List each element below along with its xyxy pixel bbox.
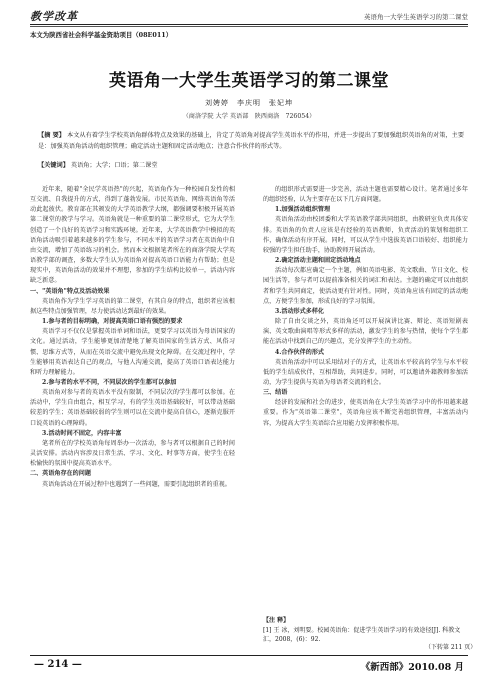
continued-note: （下转第 211 页） <box>425 644 477 651</box>
author-list: 刘娉婷 李庆明 张妃坤 <box>205 99 293 107</box>
body-paragraph: 英语角作为学生学习英语的第二课堂，有其自身的特点，组织者应该根据这些特点加强管理，尽力使活动达到最好的效果。 <box>30 297 235 315</box>
body-paragraph: 的组织形式需要进一步完善，活动主题也需要精心设计。笔者通过多年的组织经验，认为主要存在以下几方面问题。 <box>263 186 468 204</box>
section-heading: 三、结语 <box>263 389 288 397</box>
body-paragraph: 英语角对参与者的英语水平没有限制，不同层次的学生都可以参加。在活动中，学生自由组合，相互学习，有的学生英语基础较好，可以带动基础较差的学生；英语基础较弱的学生则可以在交流中提高自信心，逐渐克服开口说英语的心理障碍。 <box>30 389 235 427</box>
abstract-label: 【摘 要】 <box>38 132 65 139</box>
abstract <box>38 130 464 152</box>
subsection-heading: 2.参与者的水平不同，不同层次的学生都可以参加 <box>42 378 177 386</box>
subsection-heading: 3.活动形式多样化 <box>275 307 325 315</box>
body-paragraph: 英语角活动在开展过程中也遇到了一些问题，需要引起组织者的重视。 <box>42 480 231 488</box>
body-paragraph: 英语角活动由校团委和大学英语教学部共同组织，由教研室负责具体安排。英语角的负责人应该是有经验的英语教师，负责活动的策划和组织工作，确保活动有序开展。同时，可以从学生中选拔英语口语较好、组织能力较强的学生担任助手，协助教师开展活动。 <box>263 216 468 254</box>
journal-name: 《新西部》2010.08 月 <box>360 662 464 673</box>
funding-note: 本文为陕西省社会科学基金资助项目（08E011） <box>30 31 173 39</box>
body-column-left <box>30 185 235 490</box>
section-heading: 一、"英语角"特点及活动效果 <box>30 287 110 295</box>
body-paragraph: 活动每次都应确定一个主题，例如英语电影、英文歌曲、节日文化、校园生活等，参与者可以提前准备相关的词汇和表达。主题的确定可以由组织者和学生共同商定，使活动更有针对性。同时，英语角应该有固定的活动地点，方便学生参加，形成良好的学习氛围。 <box>263 267 468 305</box>
note-item: [1] 王 冰，刘明要。校园英语角：促进学生英语学习的有效途径[J]. 科教文汇，2008，(6)：92. <box>263 626 461 643</box>
section-heading: 二、英语角存在的问题 <box>30 470 91 478</box>
keywords-label: 【关键词】 <box>38 162 69 169</box>
body-paragraph: 笔者所在的学校英语角每周举办一次活动，参与者可以根据自己的时间灵活安排。活动内容涉及日常生活、学习、文化、时事等方面，使学生在轻松愉快的氛围中提高英语水平。 <box>30 439 235 468</box>
body-paragraph: 除了自由交谈之外，英语角还可以开展演讲比赛、辩论、英语短剧表演、英文歌曲演唱等形式多样的活动，激发学生的参与热情，使每个学生都能在活动中找到自己的兴趣点，充分发挥学生的主动性。 <box>263 318 468 346</box>
page-number: — 214 — <box>34 659 82 670</box>
body-paragraph: 经济的发展和社会的进步，使英语角在大学生英语学习中的作用越来越重要。作为"英语第二课堂"，英语角应该不断完善组织管理，丰富活动内容，为提高大学生英语综合应用能力发挥积极作用。 <box>263 399 468 427</box>
footer-rule <box>30 655 468 656</box>
body-paragraph: 近年来，随着"全民学英语热"的兴起，英语角作为一种校园自发性的相互交流、自我提升的方式，得到了蓬勃发展。市民英语角、网络英语角等活动此起彼伏。教育部在其颁发的大学英语教学大纲，都强调要积极开展英语第二课堂的教学与学习。英语角就是一种重要的第二课堂形式，它为大学生创造了一个良好的英语学习和实践环境。近年来，大学英语教学中模拟的英语角活动吸引着越来越多的学生参与，不同水平的英语学习者在英语角中自由交流，增加了英语练习的机会。然而本文根据笔者所在的商洛学院大学英语教学部的调查，多数大学生认为英语角对提高英语口语能力有帮助；但是现实中，英语角活动的效果并不理想，参加的学生结构比较单一，活动内容缺乏新意。 <box>30 186 235 285</box>
abstract-text: 本文从有着学生学校英语角群体特点及效果的基础上，肯定了英语角对提高学生英语水平的作用，并进一步提出了要加强组织英语角的对策，主要是：加强英语角活动的组织管理；确定活动主题和固定活动地点；注意合作伙伴的形式等。 <box>38 132 465 150</box>
keywords-text: 英语角；大学；口语；第二课堂 <box>70 162 158 169</box>
keywords <box>38 160 464 169</box>
page-header <box>30 6 468 26</box>
notes <box>263 616 468 645</box>
running-title: 英语角一大学生英语学习的第二课堂 <box>364 13 468 21</box>
subsection-heading: 3.活动时间不固定，内容丰富 <box>42 429 122 437</box>
header-rule-thin <box>30 26 468 27</box>
body-paragraph: 英语角活动中可以采用结对子的方式，让英语水平较高的学生与水平较低的学生结成伙伴，互相帮助，共同进步。同时，可以邀请外籍教师参加活动，为学生提供与英语为母语者交流的机会。 <box>263 358 468 386</box>
subsection-heading: 1.参与者的目标明确，对提高英语口语有强烈的要求 <box>42 318 183 326</box>
section-label: 教学改革 <box>30 10 78 23</box>
header-rule <box>30 24 468 25</box>
subsection-heading: 4.合作伙伴的形式 <box>275 348 325 356</box>
body-column-right <box>263 185 468 429</box>
subsection-heading: 2.确定活动主题和固定活动地点 <box>275 257 361 265</box>
notes-label: 【注 释】 <box>263 617 290 624</box>
article-title: 英语角一大学生英语学习的第二课堂 <box>109 71 389 91</box>
subsection-heading: 1.加强活动组织管理 <box>275 206 331 214</box>
body-paragraph: 英语学习不仅仅是掌握英语单词和语法，更要学习以英语为母语国家的文化。通过活动，学生能够更加清楚地了解英语国家的生活方式、风俗习惯、思维方式等，从而在英语交流中避免出现文化障碍。在交流过程中，学生能够用英语表达自己的观点，与他人沟通交流，提高了英语口语表达能力和听力理解能力。 <box>30 328 235 376</box>
affiliation: （商洛学院 大学 英语部 陕西商洛 726054） <box>182 113 316 120</box>
